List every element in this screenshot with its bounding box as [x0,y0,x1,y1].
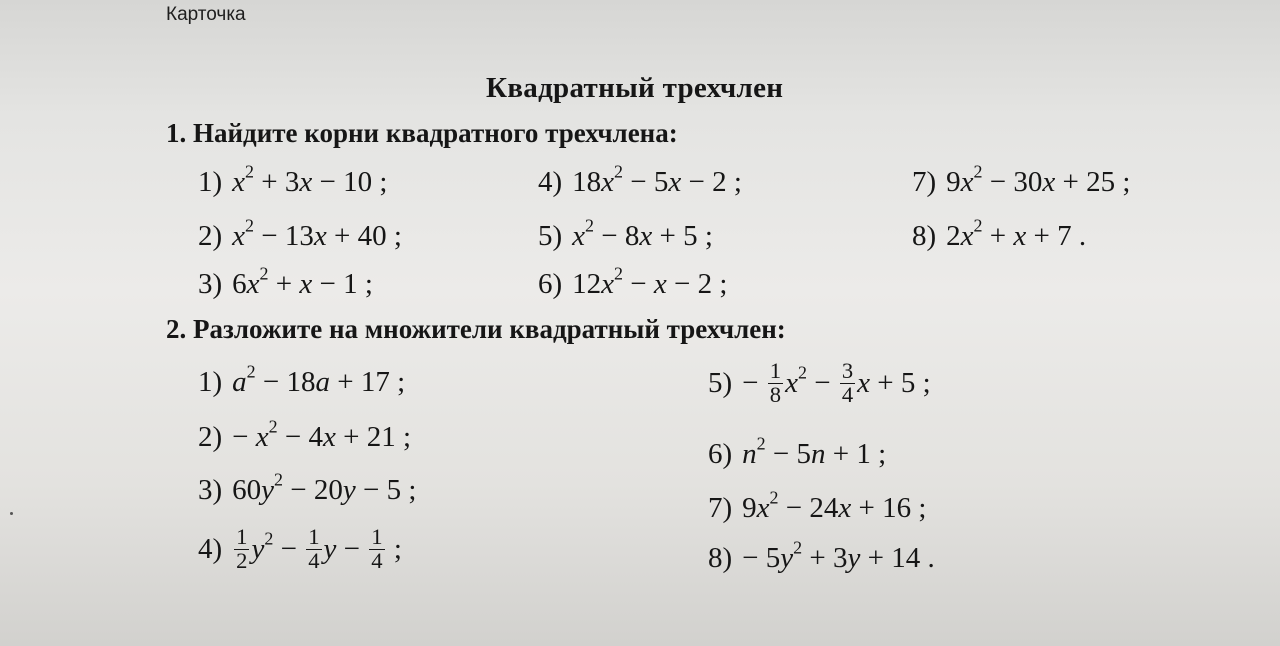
task2-item-3: 3) $60y^2 - 20y - 5$ ; [198,469,417,506]
task1-heading: 1. Найдите корни квадратного трехчлена: [166,118,678,148]
task2-item-1: 1) $a^2 - 18a + 17$ ; [198,361,406,398]
task2-item-7: 7) $9x^2 - 24x + 16$ ; [708,487,927,524]
card-caption: Карточка [166,4,246,25]
task2-item-8: $8) - 5y^2 + 3y + 14$ . [708,537,935,574]
task1-item-5: 5) $x^2 - 8x + 5$ ; [538,215,713,252]
task2-item-2: $2) - x^2 - 4x + 21$ ; [198,416,412,453]
task1-item-3: 3) $6x^2 + x - 1$ ; [198,263,373,300]
page-title: Квадратный трехчлен [486,72,784,104]
task1-item-2: 2) $x^2 - 13x + 40$ ; [198,215,402,252]
dust-speck [10,512,13,515]
task1-item-7: 7) $9x^2 - 30x + 25$ ; [912,161,1131,198]
task2-item-5: 5) − $\frac{1}{8}$ $x^2$ − $\frac{3}{4}$ x + 5 ; [708,358,931,407]
task1-item-6: 6) $12x^2 - x - 2$ ; [538,263,728,300]
task1-item-8: 8) $2x^2 + x + 7$ . [912,215,1087,252]
task2-heading: 2. Разложите на множители квадратный трехчлен: [166,314,786,344]
task2-item-6: 6) $n^2 - 5n + 1$ ; [708,433,887,470]
task1-item-1: 1) $x^2 + 3x - 10$ ; [198,161,388,198]
task2-item-4: 4) $\frac{1}{2}$ $y^2$ − $\frac{1}{4}$ y − $\frac{1}{4}$ ; [198,524,402,573]
task1-item-4: 4) $18x^2 - 5x - 2$ ; [538,161,742,198]
